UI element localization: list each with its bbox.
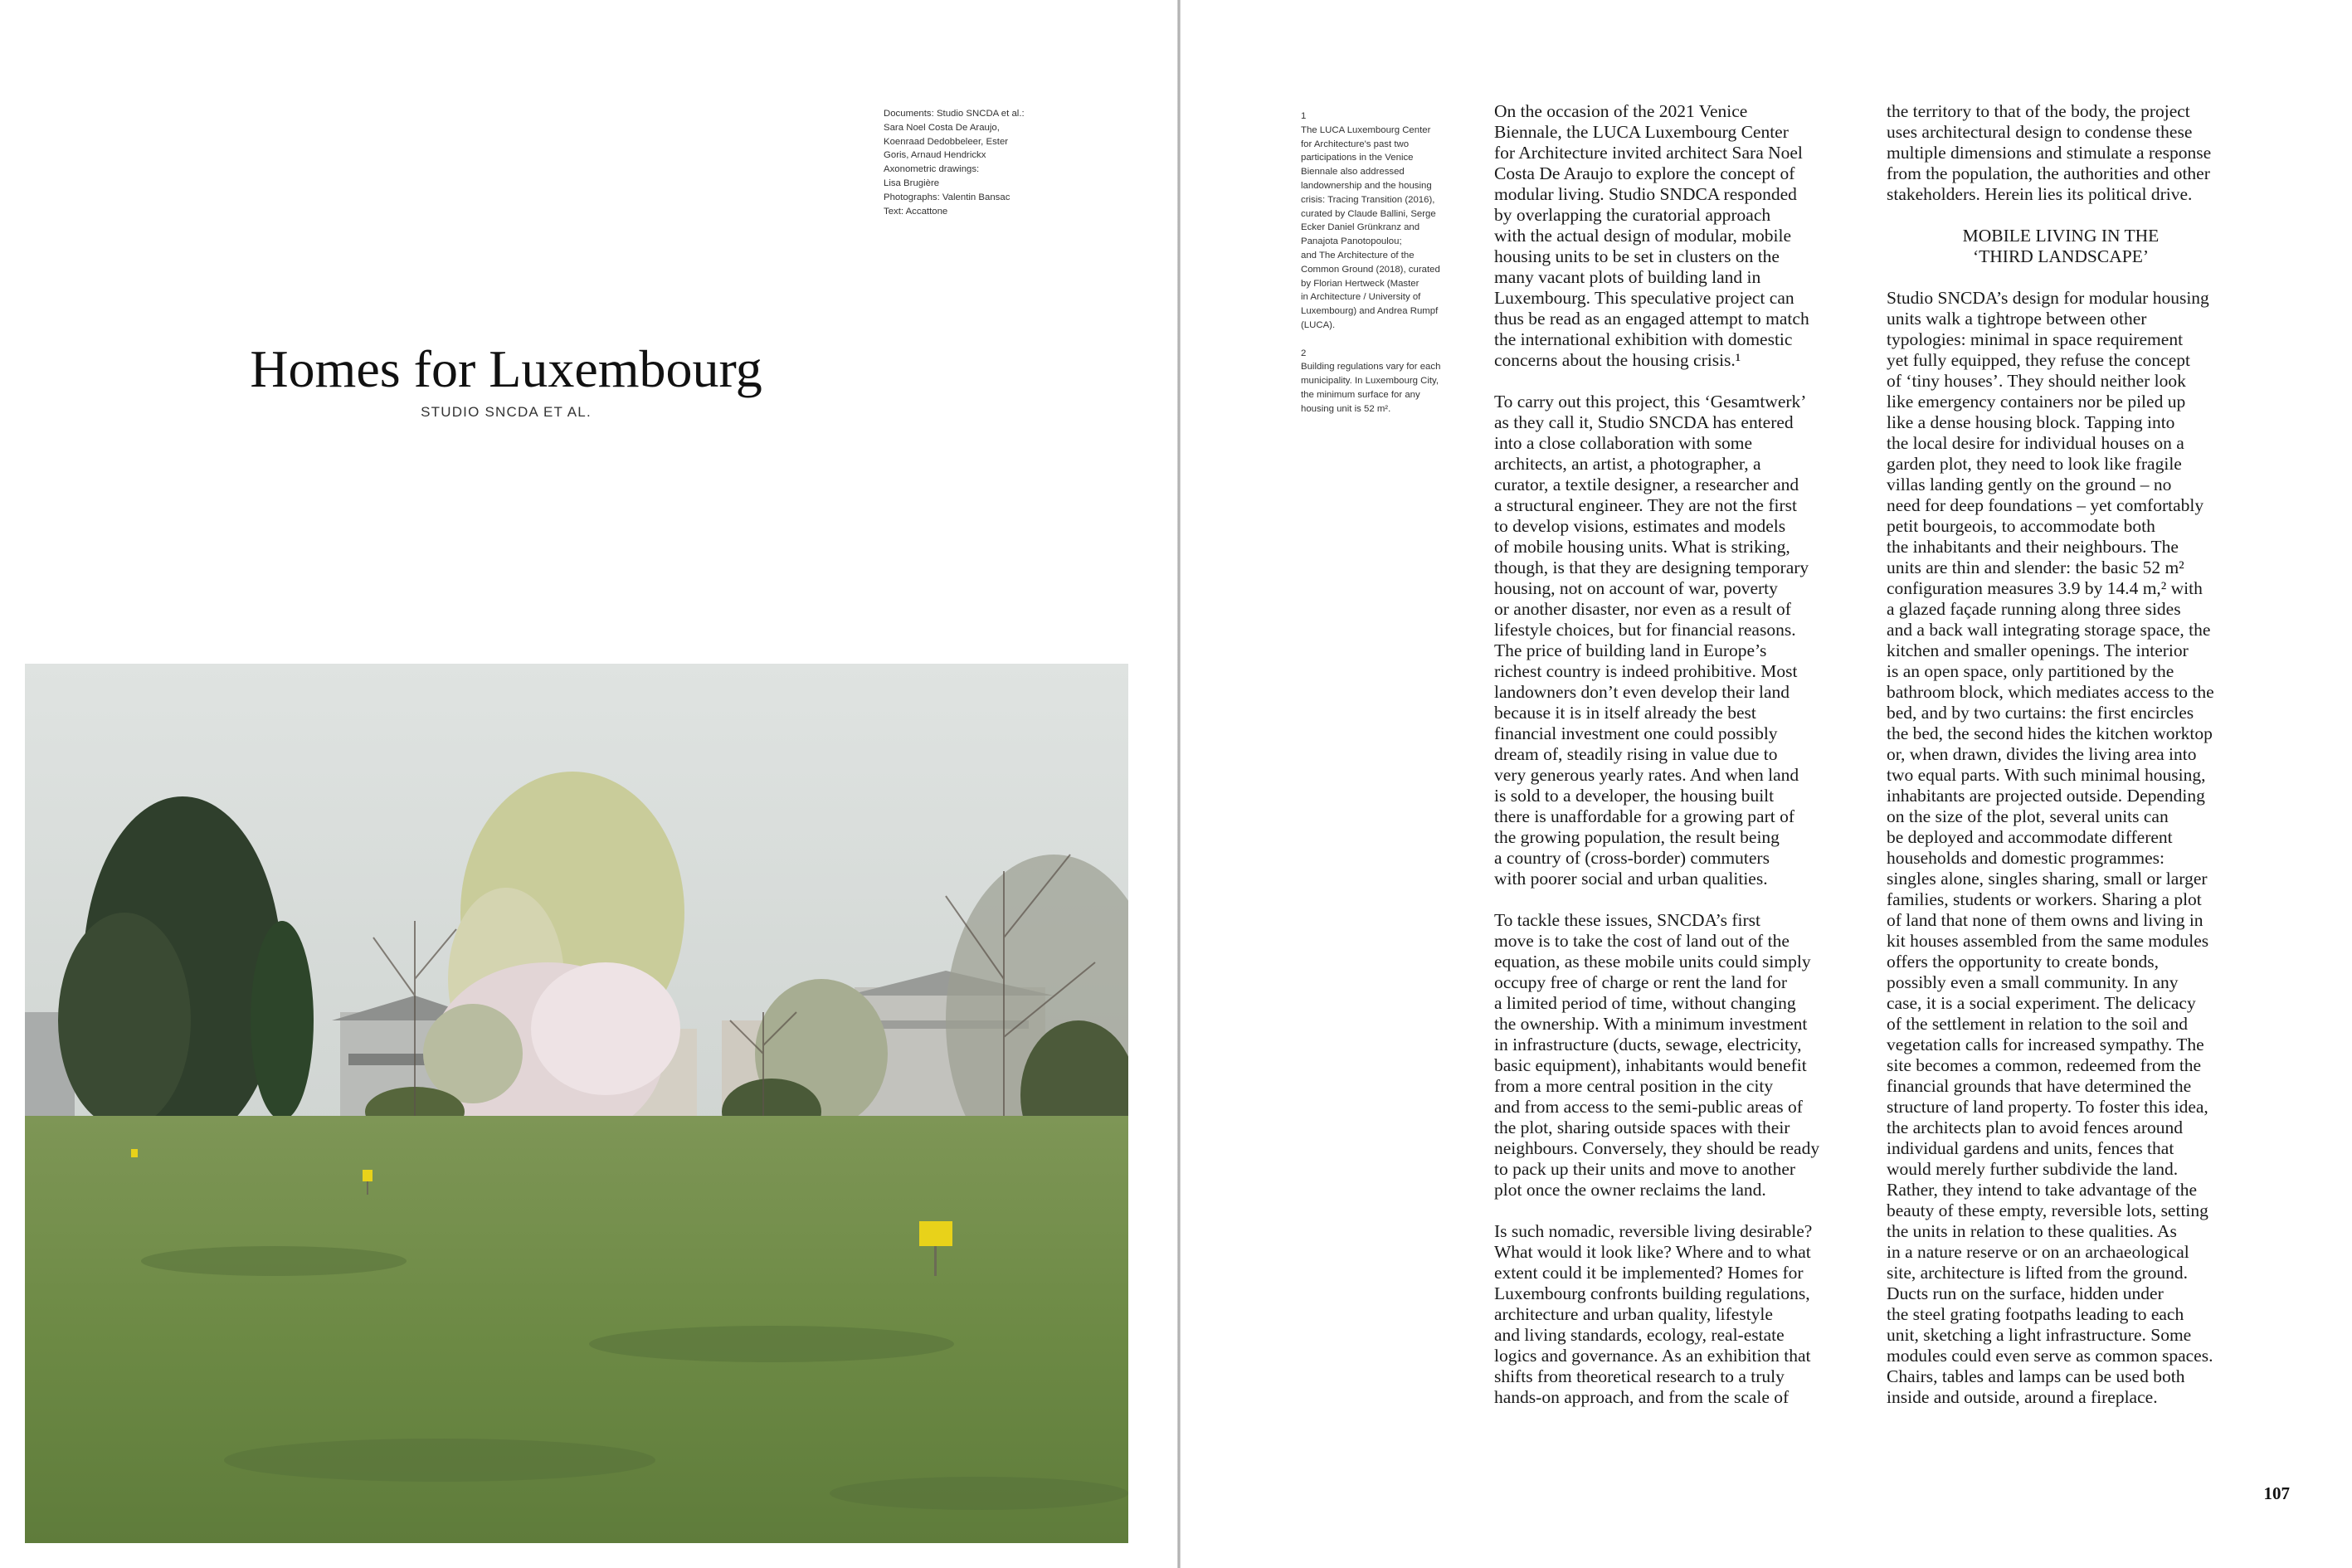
text-line: Costa De Araujo to explore the concept of — [1494, 163, 1795, 183]
credit-line: Lisa Brugière — [884, 178, 940, 188]
text-line: structure of land property. To foster this idea, — [1887, 1097, 2208, 1117]
column2-body — [1887, 288, 2252, 1408]
text-line: singles alone, singles sharing, small or larger — [1887, 869, 2208, 889]
text-line: the plot, sharing outside spaces with their — [1494, 1118, 1790, 1137]
footnote-line: by Florian Hertweck (Master — [1301, 278, 1419, 289]
text-line: to pack up their units and move to another — [1494, 1159, 1796, 1179]
text-line: Chairs, tables and lamps can be used both — [1887, 1366, 2185, 1386]
text-line: though, is that they are designing temporary — [1494, 558, 1809, 577]
landscape-photo — [25, 664, 1128, 1543]
footnote — [1301, 347, 1463, 416]
text-line: equation, as these mobile units could simply — [1494, 952, 1811, 971]
footnote-line: the minimum surface for any — [1301, 389, 1420, 400]
text-line: the steel grating footpaths leading to each — [1887, 1304, 2184, 1324]
text-line: richest country is indeed prohibitive. Most — [1494, 661, 1798, 681]
text-line: case, it is a social experiment. The delicacy — [1887, 993, 2196, 1013]
footnote-line: The LUCA Luxembourg Center — [1301, 124, 1431, 135]
text-line: vegetation calls for increased sympathy. The — [1887, 1035, 2204, 1054]
text-line: landowners don’t even develop their land — [1494, 682, 1790, 702]
text-line: yet fully equipped, they refuse the concept — [1887, 350, 2190, 370]
footnote-line: Luxembourg) and Andrea Rumpf — [1301, 306, 1439, 317]
text-line: Biennale, the LUCA Luxembourg Center — [1494, 122, 1789, 142]
footnote-line: (LUCA). — [1301, 319, 1336, 330]
text-line: Studio SNCDA’s design for modular housing — [1887, 288, 2209, 308]
footnote-line: and The Architecture of the — [1301, 250, 1415, 261]
text-line: logics and governance. As an exhibition that — [1494, 1346, 1811, 1366]
text-line: site, architecture is lifted from the ground. — [1887, 1263, 2188, 1283]
text-line: units are thin and slender: the basic 52 m² — [1887, 558, 2184, 577]
text-line: of the settlement in relation to the soil and — [1887, 1014, 2189, 1034]
text-line: Luxembourg. This speculative project can — [1494, 288, 1794, 308]
text-line: plot once the owner reclaims the land. — [1494, 1180, 1766, 1200]
article-subtitle: STUDIO SNCDA ET AL. — [421, 404, 592, 420]
text-line: bathroom block, which mediates access to the — [1887, 682, 2214, 702]
text-line: kit houses assembled from the same modules — [1887, 931, 2209, 951]
footnote-line: curated by Claude Ballini, Serge — [1301, 208, 1436, 219]
text-line: from the population, the authorities and other — [1887, 163, 2210, 183]
text-line: architects, an artist, a photographer, a — [1494, 454, 1761, 474]
text-line: uses architectural design to condense these — [1887, 122, 2193, 142]
footnote-number: 1 — [1301, 111, 1307, 121]
footnotes — [1301, 110, 1463, 430]
text-line: the units in relation to these qualities. As — [1887, 1221, 2177, 1241]
text-line: Ducts run on the surface, hidden under — [1887, 1283, 2164, 1303]
text-line: To tackle these issues, SNCDA’s first — [1494, 910, 1760, 930]
section-heading — [1887, 226, 2235, 267]
text-line: a country of (cross-border) commuters — [1494, 848, 1770, 868]
text-line: very generous yearly rates. And when land — [1494, 765, 1799, 785]
text-line: for Architecture invited architect Sara Noel — [1494, 143, 1803, 163]
credit-line: Text: Accattone — [884, 206, 948, 217]
text-line: the inhabitants and their neighbours. The — [1887, 537, 2179, 557]
paragraph — [1494, 910, 1859, 1200]
text-line: the territory to that of the body, the project — [1887, 101, 2190, 121]
text-line: from a more central position in the city — [1494, 1076, 1774, 1096]
text-line: and living standards, ecology, real-estate — [1494, 1325, 1785, 1345]
text-line: architecture and urban quality, lifestyle — [1494, 1304, 1773, 1324]
text-line: like emergency containers nor be piled up — [1887, 392, 2186, 411]
footnote-line: in Architecture / University of — [1301, 292, 1421, 303]
text-line: with the actual design of modular, mobile — [1494, 226, 1791, 246]
text-line: kitchen and smaller openings. The interior — [1887, 640, 2189, 660]
text-line: typologies: minimal in space requirement — [1887, 329, 2184, 349]
text-line: the growing population, the result being — [1494, 827, 1780, 847]
text-line: dream of, steadily rising in value due to — [1494, 744, 1778, 764]
credit-line: Photographs: Valentin Bansac — [884, 192, 1010, 202]
text-line: curator, a textile designer, a researcher and — [1494, 475, 1799, 494]
text-line: modular living. Studio SNDCA responded — [1494, 184, 1797, 204]
footnote-line: Biennale also addressed — [1301, 167, 1405, 178]
text-line: multiple dimensions and stimulate a response — [1887, 143, 2212, 163]
text-line: by overlapping the curatorial approach — [1494, 205, 1771, 225]
text-line: What would it look like? Where and to what — [1494, 1242, 1811, 1262]
paragraph — [1494, 1221, 1859, 1408]
text-line: or another disaster, nor even as a result of — [1494, 599, 1791, 619]
text-line: there is unaffordable for a growing part of — [1494, 806, 1794, 826]
text-line: to develop visions, estimates and models — [1494, 516, 1786, 536]
text-line: neighbours. Conversely, they should be ready — [1494, 1138, 1820, 1158]
text-line: into a close collaboration with some — [1494, 433, 1753, 453]
footnote-line: participations in the Venice — [1301, 153, 1414, 163]
text-line: households and domestic programmes: — [1887, 848, 2165, 868]
text-line: is an open space, only partitioned by the — [1887, 661, 2174, 681]
footnote-line: Panajota Panotopoulou; — [1301, 236, 1402, 247]
paragraph — [1494, 101, 1859, 371]
column2-intro — [1887, 101, 2252, 205]
text-line: unit, sketching a light infrastructure. Some — [1887, 1325, 2192, 1345]
text-line: basic equipment), inhabitants would benefit — [1494, 1055, 1807, 1075]
footnote-line: Ecker Daniel Grünkranz and — [1301, 222, 1420, 233]
page-number: 107 — [2263, 1483, 2290, 1503]
text-line: the bed, the second hides the kitchen worktop — [1887, 723, 2213, 743]
text-line: in a nature reserve or on an archaeological — [1887, 1242, 2189, 1262]
text-line: the international exhibition with domestic — [1494, 329, 1793, 349]
text-line: inhabitants are projected outside. Depending — [1887, 786, 2205, 806]
text-line: in infrastructure (ducts, sewage, electricity, — [1494, 1035, 1802, 1054]
credit-line: Axonometric drawings: — [884, 164, 980, 175]
credits — [884, 107, 1091, 218]
text-line: offers the opportunity to create bonds, — [1887, 952, 2159, 971]
text-line: Luxembourg confronts building regulations, — [1494, 1283, 1810, 1303]
text-line: stakeholders. Herein lies its political drive. — [1887, 184, 2193, 204]
heading-line: ‘THIRD LANDSCAPE’ — [1972, 246, 2149, 266]
text-line: need for deep foundations – yet comfortably — [1887, 495, 2204, 515]
footnote-line: Common Ground (2018), curated — [1301, 264, 1440, 275]
text-line: families, students or workers. Sharing a plot — [1887, 889, 2202, 909]
credit-line: Goris, Arnaud Hendrickx — [884, 150, 986, 161]
text-line: two equal parts. With such minimal housing, — [1887, 765, 2206, 785]
text-line: of mobile housing units. What is striking, — [1494, 537, 1790, 557]
text-line: of ‘tiny houses’. They should neither look — [1887, 371, 2186, 391]
text-line: units walk a tightrope between other — [1887, 309, 2147, 329]
text-line: the ownership. With a minimum investment — [1494, 1014, 1808, 1034]
text-line: lifestyle choices, but for financial reasons. — [1494, 620, 1796, 640]
text-line: site becomes a common, redeemed from the — [1887, 1055, 2202, 1075]
photo-illustration — [25, 664, 1128, 1543]
text-line: of land that none of them owns and living in — [1887, 910, 2203, 930]
text-line: with poorer social and urban qualities. — [1494, 869, 1768, 889]
text-line: like a dense housing block. Tapping into — [1887, 412, 2175, 432]
text-line: configuration measures 3.9 by 14.4 m,² with — [1887, 578, 2203, 598]
footnote-number: 2 — [1301, 348, 1307, 358]
text-line: beauty of these empty, reversible lots, setting — [1887, 1200, 2208, 1220]
text-line: is sold to a developer, the housing built — [1494, 786, 1775, 806]
text-line: shifts from theoretical research to a truly — [1494, 1366, 1785, 1386]
credit-line: Sara Noel Costa De Araujo, — [884, 122, 1000, 133]
text-line: individual gardens and units, fences that — [1887, 1138, 2174, 1158]
text-line: bed, and by two curtains: the first encircles — [1887, 703, 2194, 723]
text-line: and from access to the semi-public areas of — [1494, 1097, 1803, 1117]
paragraph — [1494, 392, 1859, 889]
footnote-line: Building regulations vary for each — [1301, 362, 1441, 373]
text-line: villas landing gently on the ground – no — [1887, 475, 2172, 494]
text-line: because it is in itself already the best — [1494, 703, 1756, 723]
text-line: a limited period of time, without changing — [1494, 993, 1796, 1013]
text-line: possibly even a small community. In any — [1887, 972, 2179, 992]
text-line: be deployed and accommodate different — [1887, 827, 2173, 847]
text-line: housing, not on account of war, poverty — [1494, 578, 1778, 598]
text-line: move is to take the cost of land out of the — [1494, 931, 1790, 951]
text-line: many vacant plots of building land in — [1494, 267, 1761, 287]
text-line: and a back wall integrating storage space, the — [1887, 620, 2211, 640]
heading-line: MOBILE LIVING IN THE — [1962, 226, 2160, 246]
credit-line: Documents: Studio SNCDA et al.: — [884, 109, 1025, 119]
footnote-line: for Architecture's past two — [1301, 139, 1410, 149]
text-line: On the occasion of the 2021 Venice — [1494, 101, 1748, 121]
text-line: thus be read as an engaged attempt to match — [1494, 309, 1809, 329]
footnote-line: crisis: Tracing Transition (2016), — [1301, 194, 1435, 205]
text-line: petit bourgeois, to accommodate both — [1887, 516, 2155, 536]
text-column-2 — [1887, 101, 2252, 1429]
text-line: on the size of the plot, several units can — [1887, 806, 2169, 826]
text-line: as they call it, Studio SNCDA has entered — [1494, 412, 1794, 432]
credit-line: Koenraad Dedobbeleer, Ester — [884, 136, 1009, 147]
text-line: housing units to be set in clusters on the — [1494, 246, 1780, 266]
text-line: financial investment one could possibly — [1494, 723, 1778, 743]
text-line: would merely further subdivide the land. — [1887, 1159, 2179, 1179]
footnote-line: municipality. In Luxembourg City, — [1301, 376, 1439, 387]
footnote — [1301, 110, 1463, 333]
text-line: modules could even serve as common spaces. — [1887, 1346, 2213, 1366]
text-line: the architects plan to avoid fences around — [1887, 1118, 2183, 1137]
text-line: financial grounds that have determined the — [1887, 1076, 2192, 1096]
text-line: concerns about the housing crisis.¹ — [1494, 350, 1741, 370]
text-line: a glazed façade running along three sides — [1887, 599, 2181, 619]
text-line: To carry out this project, this ‘Gesamtwerk’ — [1494, 392, 1807, 411]
text-line: hands-on approach, and from the scale of — [1494, 1387, 1790, 1407]
text-line: the local desire for individual houses on a — [1887, 433, 2184, 453]
text-column-1 — [1494, 101, 1859, 1429]
text-line: garden plot, they need to look like fragile — [1887, 454, 2182, 474]
text-line: Is such nomadic, reversible living desirable? — [1494, 1221, 1813, 1241]
footnote-line: housing unit is 52 m². — [1301, 403, 1391, 414]
text-line: a structural engineer. They are not the first — [1494, 495, 1797, 515]
text-line: or, when drawn, divides the living area into — [1887, 744, 2197, 764]
text-line: The price of building land in Europe’s — [1494, 640, 1767, 660]
text-line: extent could it be implemented? Homes for — [1494, 1263, 1804, 1283]
text-line: Rather, they intend to take advantage of the — [1887, 1180, 2198, 1200]
footnote-line: landownership and the housing — [1301, 180, 1432, 191]
text-line: occupy free of charge or rent the land for — [1494, 972, 1787, 992]
text-line: inside and outside, around a fireplace. — [1887, 1387, 2158, 1407]
article-title: Homes for Luxembourg — [250, 339, 762, 398]
page-gutter — [1177, 0, 1181, 1568]
